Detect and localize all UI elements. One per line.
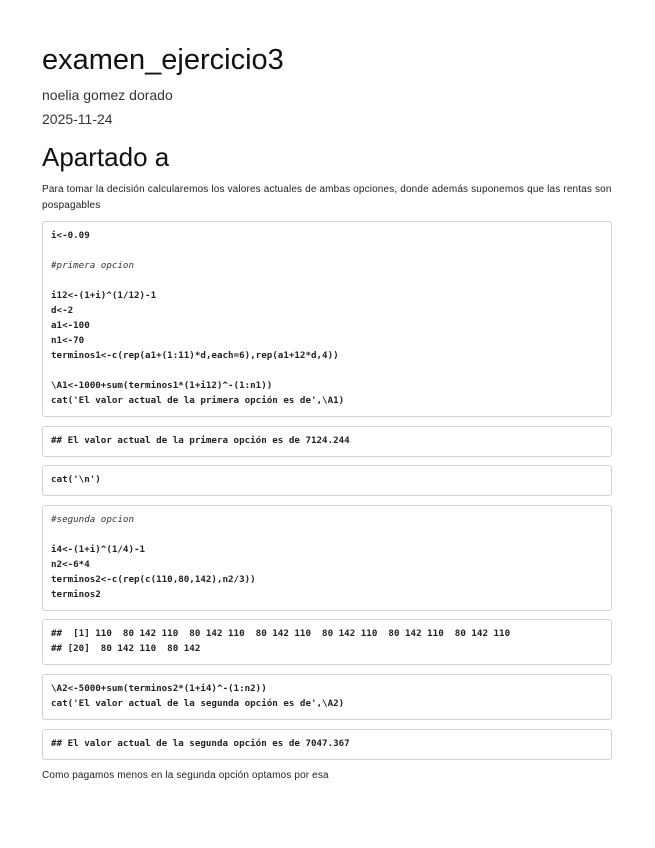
comment-text: #segunda opcion: [51, 514, 134, 525]
output-text: ## El valor actual de la segunda opción es de 7047.367: [51, 738, 350, 749]
comment-text: #primera opcion: [51, 260, 134, 271]
output-chunk-primera: [42, 426, 612, 457]
code-chunk-newline: [42, 465, 612, 496]
code-blank: [51, 273, 603, 288]
conclusion-paragraph: Como pagamos menos en la segunda opción optamos por esa: [42, 770, 329, 781]
output-text: ## El valor actual de la primera opción es de 7124.244: [51, 435, 350, 446]
code-lines: cat('\n'): [51, 474, 101, 485]
section-heading: Apartado a: [42, 142, 170, 172]
document-author: noelia gomez dorado: [42, 87, 173, 103]
code-lines: i4<-(1+i)^(1/4)-1 n2<-6*4 terminos2<-c(rep(c(110,80,142),n2/3)) terminos2: [51, 544, 256, 600]
code-chunk-primera-opcion: [42, 221, 612, 417]
code-blank: [51, 527, 603, 542]
document-date: 2025-11-24: [42, 111, 113, 127]
intro-paragraph: Para tomar la decisión calcularemos los valores actuales de ambas opciones, donde además suponemos que las rentas son pospagables: [42, 184, 612, 211]
code-chunk-segunda-opcion: [42, 505, 612, 611]
code-lines: \A2<-5000+sum(terminos2*(1+i4)^-(1:n2)) cat('El valor actual de la segunda opción es de',\A2): [51, 683, 345, 709]
output-chunk-terminos2: [42, 619, 612, 665]
output-chunk-segunda: [42, 729, 612, 760]
code-lines: i12<-(1+i)^(1/12)-1 d<-2 a1<-100 n1<-70 terminos1<-c(rep(a1+(1:11)*d,each=6),rep(a1+12*d,4)) \A1<-1000+sum(terminos1*(1+i12)^-(1:n1)) cat('El valor actual de la primera opción es de',\A1): [51, 290, 345, 406]
code-blank: [51, 243, 603, 258]
code-chunk-valor-actual-segunda: [42, 674, 612, 720]
code-line: i<-0.09: [51, 230, 90, 241]
output-text: ## [1] 110 80 142 110 80 142 110 80 142 110 80 142 110 80 142 110 80 142 110 ## [20] 80 142 110 80 142: [51, 628, 511, 654]
document-title: examen_ejercicio3: [42, 44, 284, 76]
code-comment: [51, 258, 603, 273]
code-comment: [51, 512, 603, 527]
